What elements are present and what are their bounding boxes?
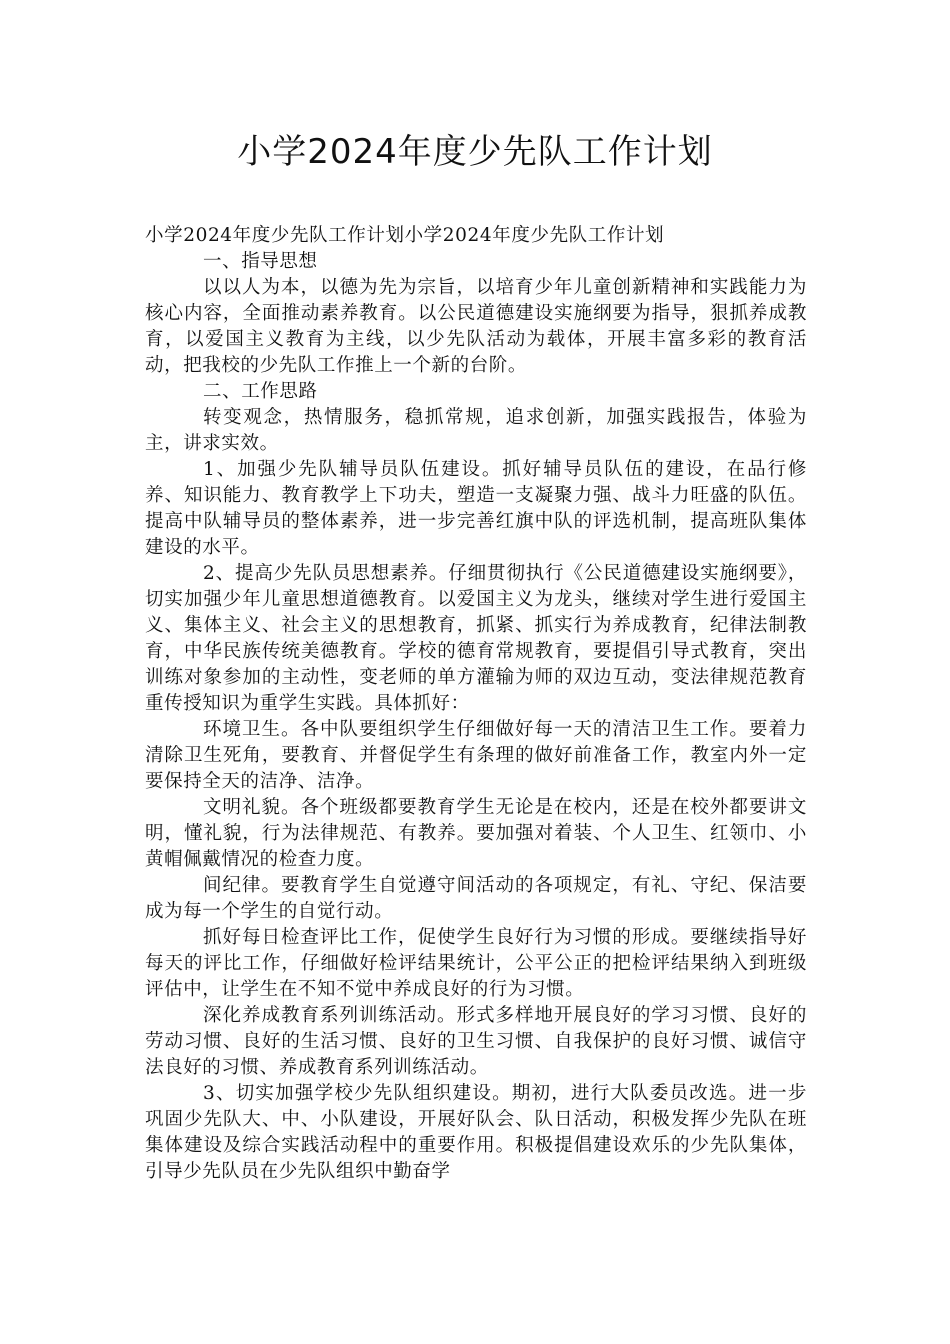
paragraph: 文明礼貌。各个班级都要教育学生无论是在校内，还是在校外都要讲文明，懂礼貌，行为法律规范、有教养。要加强对着装、个人卫生、红领巾、小黄帽佩戴情况的检查力度。	[145, 797, 807, 870]
paragraph: 2、提高少先队员思想素养。仔细贯彻执行《公民道德建设实施纲要》，切实加强少年儿童思想道德教育。以爱国主义为龙头，继续对学生进行爱国主义、集体主义、社会主义的思想教育，抓紧、抓实行为养成教育，纪律法制教育，中华民族传统美德教育。学校的德育常规教育，要提倡引导式教育，突出训练对象参加的主动性，变老师的单方灌输为师的双边互动，变法律规范教育重传授知识为重学生实践。具体抓好：	[145, 563, 807, 714]
paragraph: 抓好每日检查评比工作，促使学生良好行为习惯的形成。要继续指导好每天的评比工作，仔细做好检评结果统计，公平公正的把检评结果纳入到班级评估中，让学生在不知不觉中养成良好的行为习惯。	[145, 927, 807, 1000]
document-title: 小学2024年度少先队工作计划	[237, 132, 713, 172]
paragraph: 环境卫生。各中队要组织学生仔细做好每一天的清洁卫生工作。要着力清除卫生死角，要教育、并督促学生有条理的做好前准备工作，教室内外一定要保持全天的洁净、洁净。	[145, 719, 807, 792]
paragraph: 深化养成教育系列训练活动。形式多样地开展良好的学习习惯、良好的劳动习惯、良好的生活习惯、良好的卫生习惯、自我保护的良好习惯、诚信守法良好的习惯、养成教育系列训练活动。	[145, 1005, 807, 1078]
section-heading-guiding-ideology: 一、指导思想	[203, 251, 318, 272]
paragraph-heading-repeat: 小学2024年度少先队工作计划小学2024年度少先队工作计划	[145, 225, 665, 246]
paragraph: 1、加强少先队辅导员队伍建设。抓好辅导员队伍的建设，在品行修养、知识能力、教育教学上下功夫，塑造一支凝聚力强、战斗力旺盛的队伍。提高中队辅导员的整体素养，进一步完善红旗中队的评选机制，提高班队集体建设的水平。	[145, 459, 807, 558]
document-body	[145, 223, 807, 1185]
paragraph: 转变观念，热情服务，稳抓常规，追求创新，加强实践报告，体验为主，讲求实效。	[145, 407, 807, 454]
paragraph: 间纪律。要教育学生自觉遵守间活动的各项规定，有礼、守纪、保洁要成为每一个学生的自觉行动。	[145, 875, 807, 922]
paragraph: 以以人为本，以德为先为宗旨，以培育少年儿童创新精神和实践能力为核心内容，全面推动素养教育。以公民道德建设实施纲要为指导，狠抓养成教育，以爱国主义教育为主线，以少先队活动为载体，开展丰富多彩的教育活动，把我校的少先队工作推上一个新的台阶。	[145, 277, 807, 376]
paragraph: 3、切实加强学校少先队组织建设。期初，进行大队委员改选。进一步巩固少先队大、中、小队建设，开展好队会、队日活动，积极发挥少先队在班集体建设及综合实践活动程中的重要作用。积极提倡建设欢乐的少先队集体，引导少先队员在少先队组织中勤奋学	[145, 1083, 807, 1182]
section-heading-work-approach: 二、工作思路	[203, 381, 318, 402]
